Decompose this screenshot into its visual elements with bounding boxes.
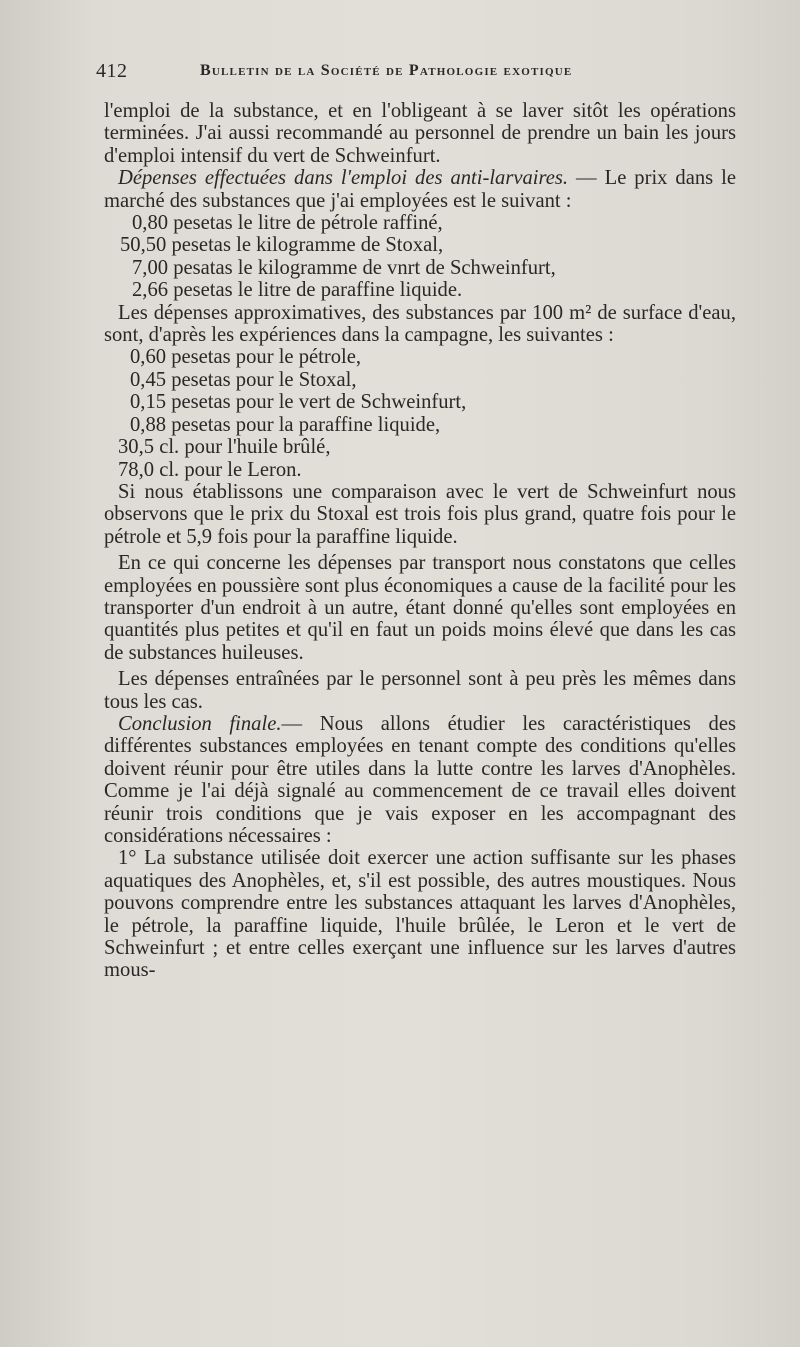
price-item: 2,66 pesetas le litre de paraffine liquide. (132, 279, 463, 302)
cost-item: 78,0 cl. pour le Leron. (118, 458, 302, 481)
cost-item: 0,60 pesetas pour le pétrole, (130, 346, 362, 369)
paragraph-8: 1° La substance utilisée doit exercer une action suffisante sur les phases aquatiques des Anophèles, et, s'il est possible, des autres moustiques. Nous pouvons comprendre entre les substances attaquant les larves d'Anophèles, le pétrole, la paraffine liquide, l'huile brûlée, le Leron et le vert de Schweinfurt ; et entre celles exerçant une influence sur les larves d'autres mous- (104, 847, 736, 982)
paragraph-5: En ce qui concerne les dépenses par transport nous constatons que celles employées en poussière sont plus économiques a cause de la facilité pour les transporter d'un endroit à un autre, étant donné qu'elles sont employées en quantités plus petites et qu'il en faut un poids moins élevé que dans les cas de substances huileuses. (104, 552, 736, 664)
page-number: 412 (96, 60, 128, 82)
price-list (104, 212, 736, 302)
paragraph-1: l'emploi de la substance, et en l'obligeant à se laver sitôt les opérations terminées. J'ai aussi recommandé au personnel de prendre un bain les jours d'emploi intensif du vert de Schweinfurt. (104, 100, 736, 167)
page-header (96, 58, 760, 88)
section-heading-expenses: Dépenses effectuées dans l'emploi des anti-larvaires. (118, 167, 569, 190)
price-item: 0,80 pesetas le litre de pétrole raffiné, (132, 212, 443, 235)
cost-item: 0,88 pesetas pour la paraffine liquide, (130, 413, 441, 436)
paragraph-4: Si nous établissons une comparaison avec le vert de Schweinfurt nous observons que le prix du Stoxal est trois fois plus grand, quatre fois pour le pétrole et 5,9 fois pour la paraffine liquide. (104, 480, 736, 548)
price-item: 50,50 pesetas le kilogramme de Stoxal, (120, 234, 444, 257)
cost-item: 0,45 pesetas pour le Stoxal, (130, 368, 357, 391)
paragraph-6: Les dépenses entraînées par le personnel sont à peu près les mêmes dans tous les cas. (104, 668, 736, 713)
price-item: 7,00 pesatas le kilogramme de vnrt de Schweinfurt, (132, 256, 556, 279)
cost-item: 30,5 cl. pour l'huile brûlé, (118, 436, 331, 459)
cost-list (104, 346, 736, 480)
running-title: Bulletin de la Société de Pathologie exotique (200, 62, 573, 79)
section-heading-conclusion: Conclusion finale. (118, 712, 282, 735)
page-body (104, 100, 736, 982)
paragraph-2: Dépenses effectuées dans l'emploi des anti-larvaires. — Le prix dans le marché des substances que j'ai employées est le suivant : (104, 167, 737, 212)
paragraph-3: Les dépenses approximatives, des substances par 100 m² de surface d'eau, sont, d'après les expériences dans la campagne, les suivantes : (104, 301, 736, 347)
cost-item: 0,15 pesetas pour le vert de Schweinfurt, (130, 391, 467, 414)
paragraph-7: Conclusion finale.— Nous allons étudier les caractéristiques des différentes substances employées en tenant compte des conditions qu'elles doivent réunir pour être utiles dans la lutte contre les larves d'Anophèles. Comme je l'ai déjà signalé au commencement de ce travail elles doivent réunir trois conditions que je vais exposer en les accompagnant des considérations nécessaires : (104, 712, 736, 847)
